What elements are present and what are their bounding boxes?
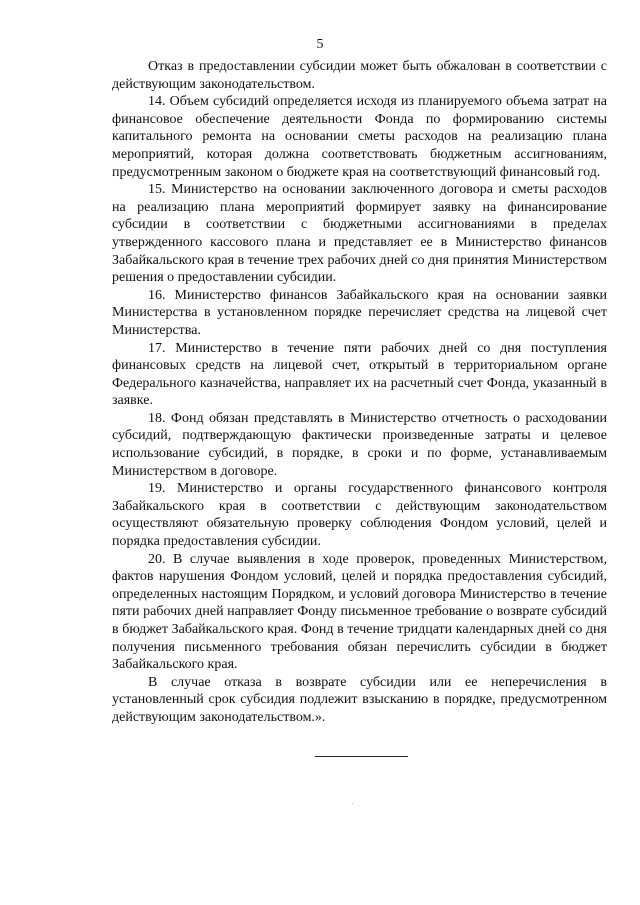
scan-speck <box>352 803 353 804</box>
page-number: 5 <box>316 37 324 52</box>
end-divider <box>315 756 408 757</box>
paragraph-appeal: Отказ в предоставлении субсидии может быть обжалован в соответствии с действующим законодательством. <box>112 59 607 92</box>
paragraph-refusal: В случае отказа в возврате субсидии или ее неперечисления в установленный срок субсидия подлежит взысканию в порядке, предусмотренном действующим законодательством.». <box>112 674 607 725</box>
paragraph-18: 18. Фонд обязан представлять в Министерство отчетность о расходовании субсидий, подтверждающую фактически произведенные затраты и целевое использование субсидий, в порядке, в сроки и по форме, устанавливаемым Министерством в договоре. <box>112 410 607 479</box>
paragraph-19: 19. Министерство и органы государственного финансового контроля Забайкальского края в соответствии с действующим законодательством осуществляют обязательную проверку соблюдения Фондом условий, целей и порядка предоставления субсидии. <box>112 481 607 550</box>
paragraph-14: 14. Объем субсидий определяется исходя из планируемого объема затрат на финансовое обеспечение деятельности Фонда по формированию системы капитального ремонта на основании сметы расходов на реализацию плана мероприятий, которая должна соответствовать бюджетным ассигнованиям, предусмотренным законом о бюджете края на соответствующий финансовый год. <box>112 94 607 180</box>
paragraph-17: 17. Министерство в течение пяти рабочих дней со дня поступления финансовых средств на лицевой счет, открытый в территориальном органе Федерального казначейства, направляет их на расчетный счет Фонда, указанный в заявке. <box>112 340 607 409</box>
document-body <box>112 58 607 727</box>
paragraph-16: 16. Министерство финансов Забайкальского края на основании заявки Министерства в установленном порядке перечисляет средства на лицевой счет Министерства. <box>112 287 607 338</box>
paragraph-15: 15. Министерство на основании заключенного договора и сметы расходов на реализацию плана мероприятий формирует заявку на финансирование субсидии в соответствии с бюджетными ассигнованиями в пределах утвержденного кассового плана и представляет ее в Министерство финансов Забайкальского края в течение трех рабочих дней со дня принятия Министерством решения о предоставлении субсидии. <box>112 182 607 286</box>
paragraph-20: 20. В случае выявления в ходе проверок, проведенных Министерством, фактов нарушения Фондом условий, целей и порядка предоставления субсидий, определенных настоящим Порядком, и условий договора Министерство в течение пяти рабочих дней направляет Фонду письменное требование о возврате субсидий в бюджет Забайкальского края. Фонд в течение тридцати календарных дней со дня получения письменного требования обязан перечислить субсидии в бюджет Забайкальского края. <box>112 551 607 673</box>
